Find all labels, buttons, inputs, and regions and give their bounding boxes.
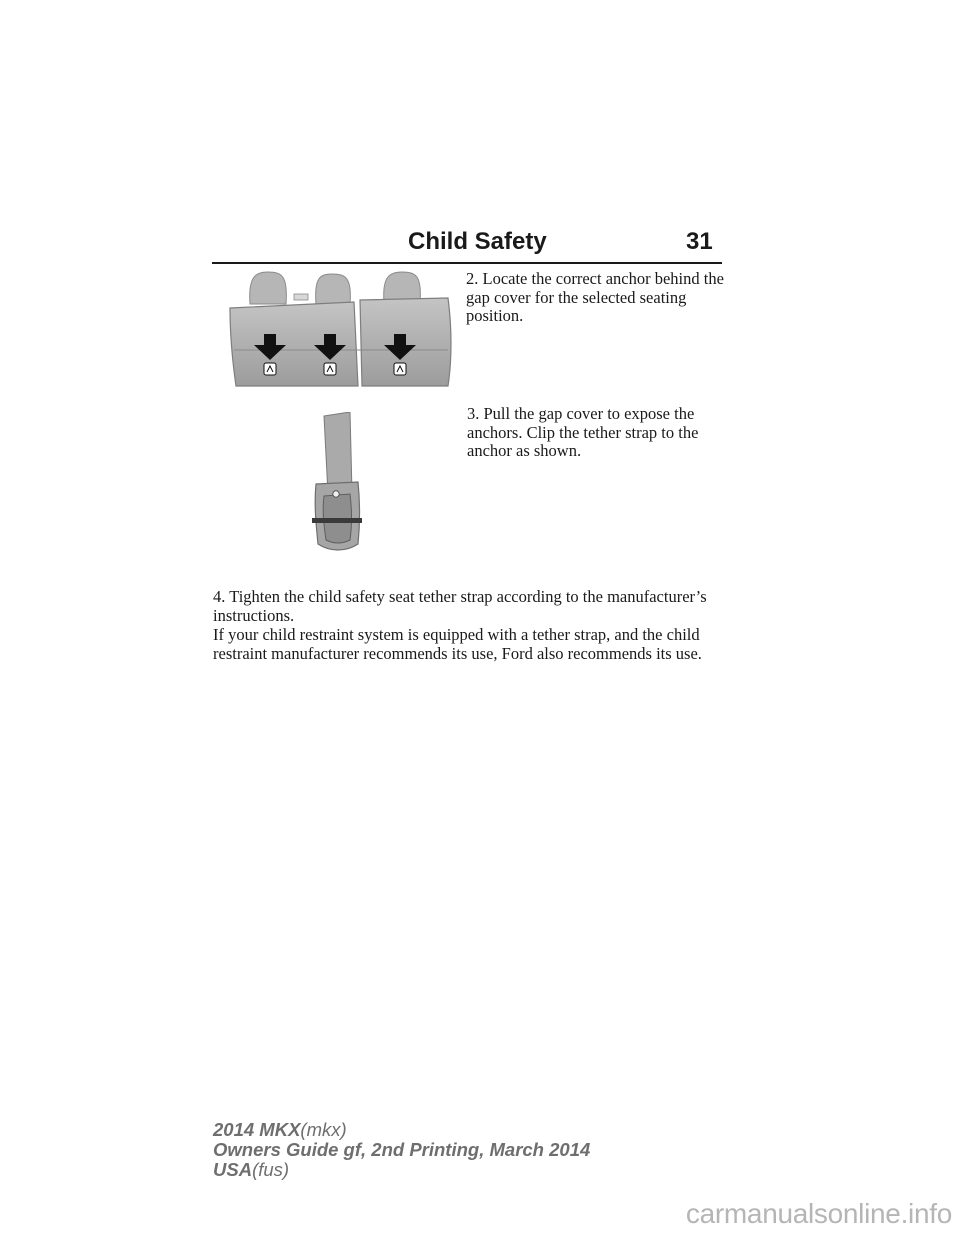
anchor-symbol-left-icon bbox=[264, 363, 276, 375]
footer-model: 2014 MKX bbox=[213, 1119, 301, 1140]
tether-strap bbox=[324, 412, 352, 494]
step-2-text: 2. Locate the correct anchor behind the gap cover for the selected seating position. bbox=[466, 269, 724, 325]
watermark: carmanualsonline.info bbox=[685, 1198, 952, 1229]
footer bbox=[213, 1120, 590, 1180]
footer-line-guide bbox=[213, 1140, 590, 1160]
footer-line-model bbox=[213, 1120, 590, 1140]
tether-note-text: If your child restraint system is equipped with a tether strap, and the child restraint manufacturer recommends its use, Ford also recommends its use. bbox=[213, 625, 702, 663]
page-number: 31 bbox=[686, 228, 713, 255]
footer-line-region bbox=[213, 1160, 590, 1180]
anchor-bar bbox=[312, 518, 362, 523]
step-4-text: 4. Tighten the child safety seat tether strap according to the manufacturer’s instructions. bbox=[213, 587, 707, 625]
header-rule bbox=[212, 262, 722, 264]
tether-strap-figure bbox=[306, 412, 370, 554]
footer-model-code: (mkx) bbox=[300, 1119, 347, 1140]
rear-seat-figure bbox=[212, 268, 460, 390]
anchor-symbol-center-icon bbox=[324, 363, 336, 375]
step-3-text: 3. Pull the gap cover to expose the anchors. Clip the tether strap to the anchor as shown. bbox=[467, 404, 699, 460]
footer-guide: Owners Guide gf, 2nd Printing, March 2014 bbox=[213, 1139, 591, 1160]
footer-region-code: (fus) bbox=[252, 1159, 290, 1180]
headrest-center bbox=[316, 274, 351, 304]
headrest-right bbox=[384, 272, 421, 302]
headrest-left bbox=[250, 272, 287, 304]
anchor-symbol-right-icon bbox=[394, 363, 406, 375]
page-title: Child Safety bbox=[408, 228, 547, 255]
footer-region: USA bbox=[213, 1159, 253, 1180]
